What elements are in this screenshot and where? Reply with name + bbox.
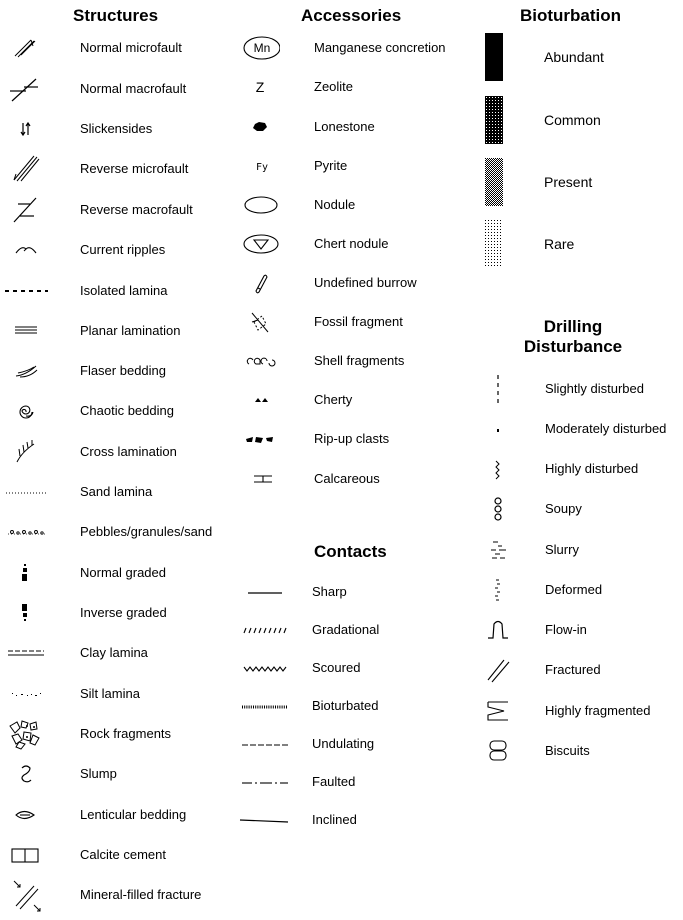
legend-item [232, 762, 460, 802]
legend-item [478, 610, 683, 650]
legend-item [478, 33, 683, 81]
legend-item [0, 674, 230, 714]
reverse-macrofault-icon [4, 190, 48, 230]
legend-item [0, 472, 230, 512]
flaser-bedding-icon [4, 351, 48, 391]
common-swatch-icon [485, 96, 503, 144]
legend-label: Pyrite [314, 158, 348, 173]
legend-item [0, 875, 230, 915]
abundant-swatch-icon [485, 33, 503, 81]
inverse-graded-icon [4, 593, 48, 633]
legend-item [478, 96, 683, 144]
legend-label: Gradational [312, 622, 380, 637]
reverse-microfault-icon [4, 149, 48, 189]
legend-item [232, 648, 460, 688]
flow-in-icon [478, 610, 522, 650]
legend-item [0, 553, 230, 593]
legend-item [0, 835, 230, 875]
legend-item [478, 650, 683, 690]
present-swatch-icon [485, 158, 503, 206]
legend-label: Flow-in [545, 622, 587, 637]
biscuits-icon [478, 731, 522, 771]
pyrite-icon [236, 146, 280, 186]
legend-label: Slickensides [80, 121, 153, 136]
legend-label: Slurry [545, 542, 579, 557]
legend-label: Undulating [312, 736, 375, 751]
legend-item [0, 351, 230, 391]
legend-label: Fossil fragment [314, 314, 403, 329]
legend-item [232, 686, 460, 726]
faulted-contact-icon [236, 762, 296, 802]
normal-macrofault-icon [4, 69, 48, 109]
legend-item [0, 271, 230, 311]
normal-microfault-icon [4, 28, 48, 68]
gradational-contact-icon [236, 610, 296, 650]
undulating-contact-icon [236, 724, 296, 764]
legend-item [232, 185, 460, 225]
legend-item [232, 146, 460, 186]
legend-label: Highly fragmented [545, 703, 651, 718]
legend-label: Rare [544, 236, 575, 252]
legend-label: Zeolite [314, 79, 354, 94]
legend-item [232, 224, 460, 264]
legend-label: Current ripples [80, 242, 166, 257]
legend-item [478, 570, 683, 610]
isolated-lamina-icon [4, 271, 48, 311]
legend-label: Highly disturbed [545, 461, 639, 476]
legend-item [0, 754, 230, 794]
rare-swatch-icon [485, 220, 503, 268]
highly-disturbed-icon [478, 449, 522, 489]
accessories-heading: Accessories [301, 6, 402, 25]
legend-label: Slump [80, 766, 117, 781]
legend-item [478, 409, 683, 449]
pebbles-granules-sand-icon [4, 512, 48, 552]
legend-label: Scoured [312, 660, 361, 675]
legend-label: Inverse graded [80, 605, 167, 620]
legend-item [0, 311, 230, 351]
legend-label: Present [544, 174, 593, 190]
drilling-disturbance-heading-line2: Disturbance [523, 337, 623, 356]
legend-label: Mineral-filled fracture [80, 887, 202, 902]
legend-label: Clay lamina [80, 645, 148, 660]
soupy-icon [478, 489, 522, 529]
legend-item [232, 800, 460, 840]
legend-label: Moderately disturbed [545, 421, 667, 436]
legend-label: Isolated lamina [80, 283, 168, 298]
fractured-icon [478, 650, 522, 690]
sharp-contact-icon [236, 572, 296, 612]
legend-item [478, 220, 683, 268]
legend-item [232, 380, 460, 420]
legend-label: Slightly disturbed [545, 381, 644, 396]
calcite-cement-icon [4, 835, 48, 875]
legend-item [232, 459, 460, 499]
legend-label: Rock fragments [80, 726, 172, 741]
legend-label: Biscuits [545, 743, 590, 758]
legend-item [0, 190, 230, 230]
pyrite-symbol-text: Fy [255, 162, 269, 173]
slump-icon [4, 754, 48, 794]
legend-label: Planar lamination [80, 323, 181, 338]
legend-label: Cross lamination [80, 444, 177, 459]
legend-item [478, 449, 683, 489]
legend-label: Pebbles/granules/sand [80, 524, 213, 539]
manganese-concretion-icon [236, 28, 280, 68]
legend-label: Normal graded [80, 565, 166, 580]
legend-label: Sharp [312, 584, 347, 599]
legend-label: Reverse macrofault [80, 202, 193, 217]
legend-label: Undefined burrow [314, 275, 417, 290]
legend-item [232, 28, 460, 68]
legend-item [232, 419, 460, 459]
legend-item [478, 731, 683, 771]
inclined-contact-icon [236, 800, 296, 840]
legend-item [0, 432, 230, 472]
legend-label: Deformed [545, 582, 603, 597]
legend-item [0, 714, 230, 754]
legend-item [0, 633, 230, 673]
legend-item [0, 795, 230, 835]
legend-label: Calcite cement [80, 847, 166, 862]
legend-item [478, 489, 683, 529]
legend-label: Normal macrofault [80, 81, 187, 96]
legend-item [0, 109, 230, 149]
bioturbated-contact-icon [236, 686, 296, 726]
legend-item [0, 230, 230, 270]
legend-label: Normal microfault [80, 40, 182, 55]
legend-item [478, 691, 683, 731]
legend-label: Soupy [545, 501, 582, 516]
rock-fragments-icon [4, 714, 48, 754]
legend-item [232, 724, 460, 764]
mineral-filled-fracture-icon [4, 875, 48, 915]
legend-label: Shell fragments [314, 353, 405, 368]
sand-lamina-icon [4, 472, 48, 512]
cherty-icon [236, 380, 280, 420]
legend-label: Sand lamina [80, 484, 153, 499]
legend-item [232, 610, 460, 650]
slurry-icon [478, 530, 522, 570]
lonestone-icon [236, 107, 280, 147]
silt-lamina-icon [4, 674, 48, 714]
legend-label: Silt lamina [80, 686, 140, 701]
legend-item [0, 28, 230, 68]
undefined-burrow-icon [236, 263, 280, 303]
bioturbation-heading: Bioturbation [520, 6, 622, 25]
legend-label: Faulted [312, 774, 356, 789]
legend-item [0, 149, 230, 189]
zeolite-icon [236, 67, 280, 107]
legend-item [232, 67, 460, 107]
nodule-icon [236, 185, 280, 225]
legend-label: Lenticular bedding [80, 807, 187, 822]
legend-label: Cherty [314, 392, 353, 407]
slightly-disturbed-icon [478, 369, 522, 409]
normal-graded-icon [4, 553, 48, 593]
legend-label: Lonestone [314, 119, 375, 134]
legend-label: Common [544, 112, 601, 128]
legend-item [0, 391, 230, 431]
legend-label: Calcareous [314, 471, 380, 486]
legend-item [232, 572, 460, 612]
legend-label: Nodule [314, 197, 356, 212]
legend-item [232, 107, 460, 147]
highly-fragmented-icon [478, 691, 522, 731]
fossil-fragment-icon [236, 302, 280, 342]
legend-item [478, 530, 683, 570]
scoured-contact-icon [236, 648, 296, 688]
deformed-icon [478, 570, 522, 610]
legend-item [232, 302, 460, 342]
cross-lamination-icon [4, 432, 48, 472]
moderately-disturbed-icon [478, 409, 522, 449]
lenticular-bedding-icon [4, 795, 48, 835]
legend-label: Bioturbated [312, 698, 379, 713]
legend-label: Chert nodule [314, 236, 389, 251]
legend-label: Flaser bedding [80, 363, 166, 378]
chert-nodule-icon [236, 224, 280, 264]
legend-item [232, 341, 460, 381]
rip-up-clasts-icon [236, 419, 280, 459]
current-ripples-icon [4, 230, 48, 270]
legend-item [478, 158, 683, 206]
legend-label: Manganese concretion [314, 40, 446, 55]
legend-label: Chaotic bedding [80, 403, 174, 418]
legend-item [232, 263, 460, 303]
chaotic-bedding-icon [4, 391, 48, 431]
structures-heading: Structures [73, 6, 159, 25]
legend-label: Abundant [544, 49, 604, 65]
legend-item [478, 369, 683, 409]
legend-label: Inclined [312, 812, 357, 827]
legend-label: Rip-up clasts [314, 431, 390, 446]
legend-item [0, 69, 230, 109]
slickensides-icon [4, 109, 48, 149]
clay-lamina-icon [4, 633, 48, 673]
shell-fragments-icon [236, 341, 280, 381]
drilling-disturbance-heading [518, 317, 628, 357]
legend-label: Fractured [545, 662, 601, 677]
legend-item [0, 512, 230, 552]
planar-lamination-icon [4, 311, 48, 351]
contacts-heading: Contacts [314, 542, 387, 561]
zeolite-symbol-text: Z [255, 79, 265, 95]
calcareous-icon [236, 459, 280, 499]
manganese-symbol-text: Mn [253, 41, 271, 55]
drilling-disturbance-heading-line1: Drilling [543, 317, 603, 336]
legend-label: Reverse microfault [80, 161, 189, 176]
legend-item [0, 593, 230, 633]
